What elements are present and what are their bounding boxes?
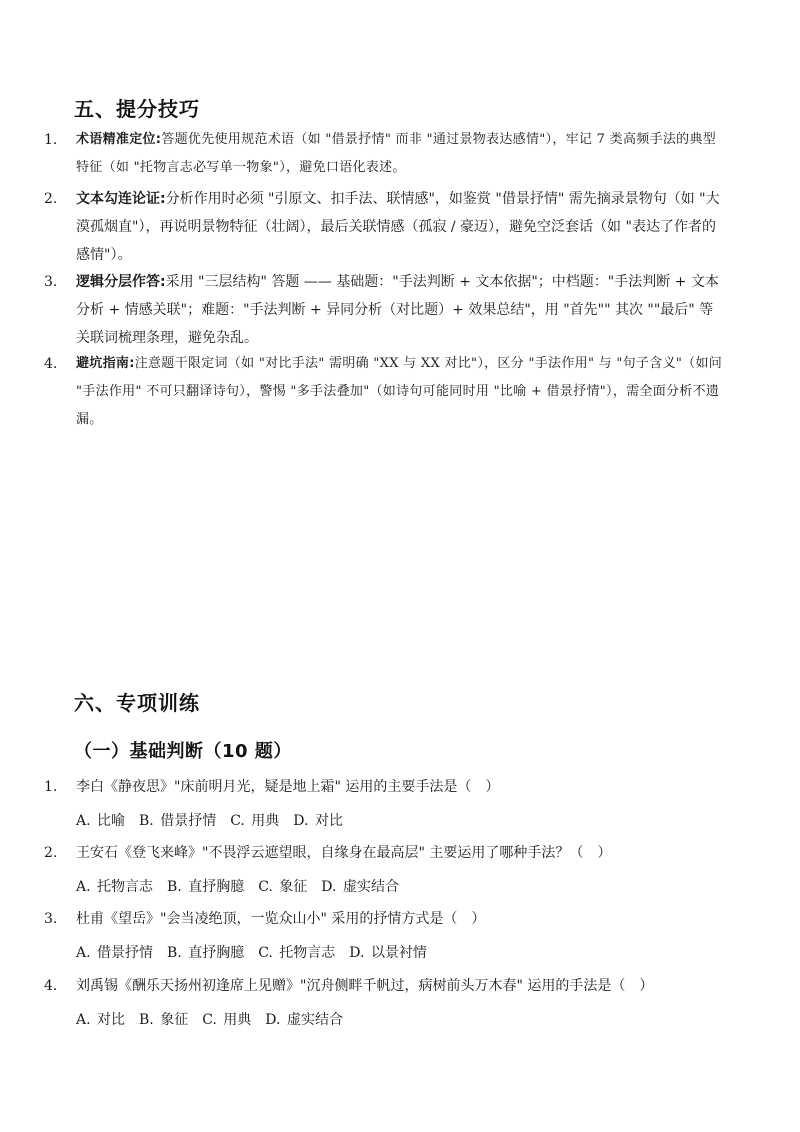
question-4 <box>44 976 744 996</box>
tip-label: 文本勾连论证: <box>76 191 166 207</box>
question-number: 3. <box>44 911 58 927</box>
tip-number: 2. <box>44 191 58 207</box>
tip-label: 逻辑分层作答: <box>76 274 166 290</box>
tip-number: 3. <box>44 274 58 290</box>
question-number: 2. <box>44 845 58 861</box>
tip-item-3 <box>44 268 734 352</box>
tip-text: 分析作用时必须 "引原文、扣手法、联情感"，如鉴赏 "借景抒情" 需先摘录景物句（如 "大漠孤烟直"），再说明景物特征（壮阔），最后关联情感（孤寂 / 豪迈），避免空泛套话（如 "表达了作者的感情"）。 <box>76 191 720 263</box>
tip-item-1 <box>44 126 734 182</box>
tip-item-4 <box>44 350 734 434</box>
tip-text: 采用 "三层结构" 答题 —— 基础题："手法判断 + 文本依据"；中档题："手法判断 + 文本分析 + 情感关联"；难题："手法判断 + 异同分析（对比题）+ 效果总结"，用 "首先"" 其次 ""最后" 等关联词梳理条理，避免杂乱。 <box>76 274 719 346</box>
tip-text: 注意题干限定词（如 "对比手法" 需明确 "XX 与 XX 对比"），区分 "手法作用" 与 "句子含义"（如问 "手法作用" 不可只翻译诗句），警惕 "多手法叠加"（如诗句可能同时用 "比喻 + 借景抒情"），需全面分析不遗漏。 <box>76 356 723 427</box>
question-1-options: A. 比喻 B. 借景抒情 C. 用典 D. 对比 <box>76 813 343 829</box>
tip-number: 1. <box>44 132 58 148</box>
tip-number: 4. <box>44 356 58 372</box>
section5-heading: 五、提分技巧 <box>74 97 200 121</box>
question-2-options: A. 托物言志 B. 直抒胸臆 C. 象征 D. 虚实结合 <box>76 879 399 895</box>
question-text: 李白《静夜思》"床前明月光，疑是地上霜" 运用的主要手法是（ ） <box>76 779 500 795</box>
question-text: 王安石《登飞来峰》"不畏浮云遮望眼，自缘身在最高层" 主要运用了哪种手法？（ ） <box>76 845 612 861</box>
tip-label: 术语精准定位: <box>76 132 162 147</box>
tip-text: 答题优先使用规范术语（如 "借景抒情" 而非 "通过景物表达感情"），牢记 7 类高频手法的典型特征（如 "托物言志必写单一物象"），避免口语化表述。 <box>76 132 717 175</box>
section6-heading: 六、专项训练 <box>74 691 200 715</box>
question-text: 刘禹锡《酬乐天扬州初逢席上见赠》"沉舟侧畔千帆过，病树前头万木春" 运用的手法是（ ） <box>76 978 654 994</box>
section6-subheading: （一）基础判断（10 题） <box>74 741 292 762</box>
question-text: 杜甫《望岳》"会当凌绝顶，一览众山小" 采用的抒情方式是（ ） <box>76 911 486 927</box>
tip-item-2 <box>44 185 734 269</box>
question-number: 1. <box>44 779 58 795</box>
tip-label: 避坑指南: <box>76 356 135 371</box>
question-3-options: A. 借景抒情 B. 直抒胸臆 C. 托物言志 D. 以景衬情 <box>76 945 427 961</box>
question-number: 4. <box>44 978 58 994</box>
question-1 <box>44 777 744 797</box>
question-2 <box>44 843 744 863</box>
question-3 <box>44 909 744 929</box>
question-4-options: A. 对比 B. 象征 C. 用典 D. 虚实结合 <box>76 1012 343 1028</box>
